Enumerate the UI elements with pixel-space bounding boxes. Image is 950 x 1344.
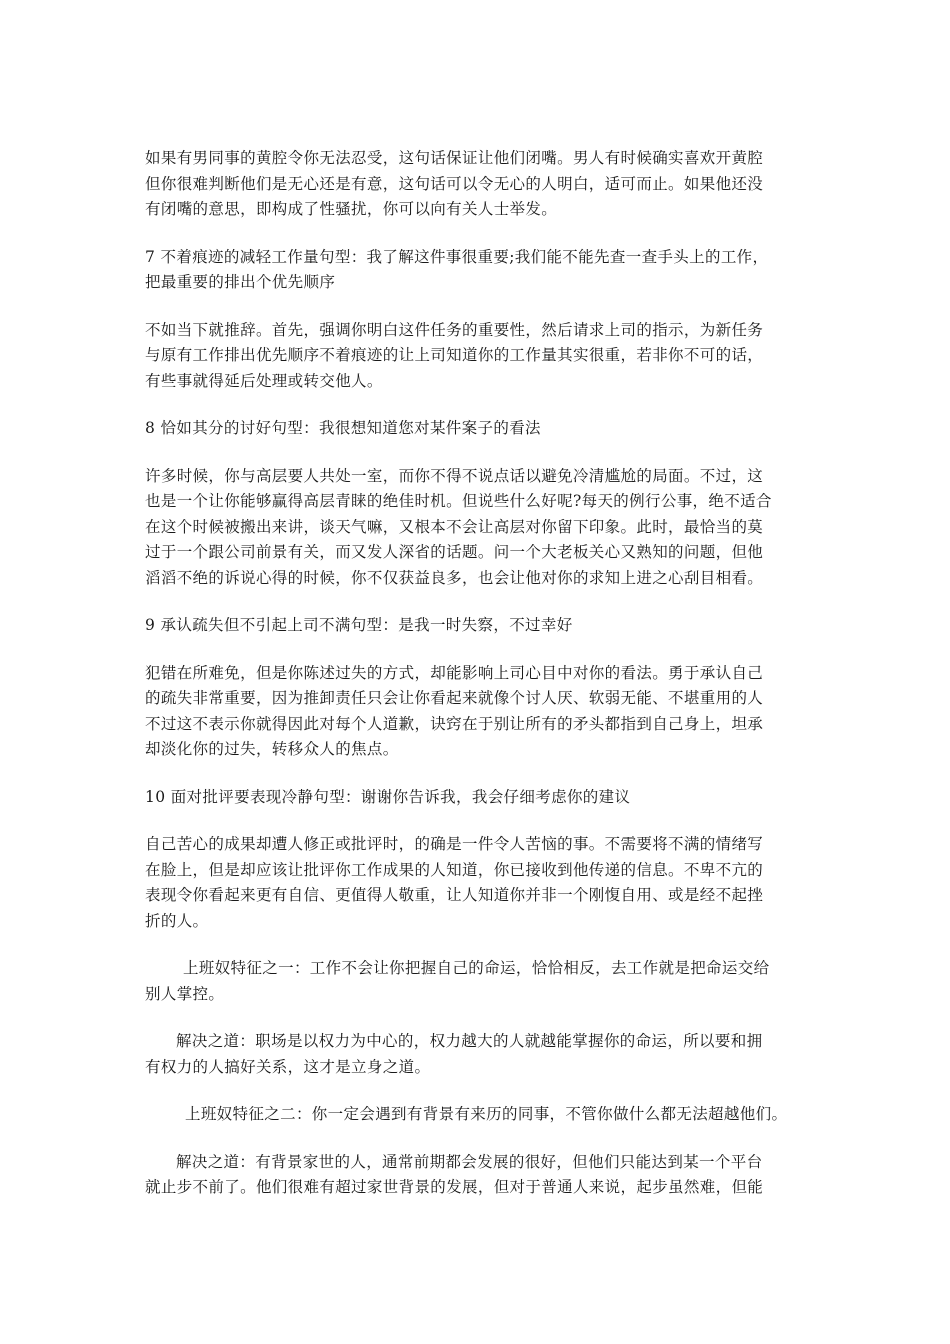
text-line: 的疏失非常重要，因为推卸责任只会让你看起来就像个讨人厌、软弱无能、不堪重用的人 bbox=[145, 689, 764, 707]
text-line: 不如当下就推辞。首先，强调你明白这件任务的重要性，然后请求上司的指示，为新任务 bbox=[145, 320, 764, 339]
text-line: 折的人。 bbox=[145, 911, 209, 930]
paragraph-7 bbox=[145, 318, 811, 395]
text-line: 就止步不前了。他们很难有超过家世背景的发展，但对于普通人来说，起步虽然难，但能 bbox=[145, 1178, 764, 1196]
text-line: 在脸上，但是却应该让批评你工作成果的人知道，你已接收到他传递的信息。不卑不亢的 bbox=[145, 860, 764, 879]
text-line: 许多时候，你与高层要人共处一室，而你不得不说点话以避免冷清尴尬的局面。不过，这 bbox=[145, 466, 764, 485]
solution-2 bbox=[145, 1150, 811, 1201]
text-line: 却淡化你的过失，转移众人的焦点。 bbox=[145, 740, 399, 758]
text-line: 有些事就得延后处理或转交他人。 bbox=[145, 371, 383, 390]
text-line: 9 承认疏失但不引起上司不满句型：是我一时失察，不过幸好 bbox=[145, 616, 573, 634]
text-line: 犯错在所难免，但是你陈述过失的方式，却能影响上司心目中对你的看法。勇于承认自己 bbox=[145, 663, 764, 682]
text-line: 上班奴特征之一：工作不会让你把握自己的命运，恰恰相反，去工作就是把命运交给 bbox=[183, 959, 770, 977]
heading-9 bbox=[145, 613, 811, 639]
heading-8 bbox=[145, 416, 811, 442]
paragraph-1 bbox=[145, 146, 811, 223]
paragraph-9 bbox=[145, 661, 811, 763]
text-line: 有权力的人搞好关系，这才是立身之道。 bbox=[145, 1057, 431, 1076]
text-line: 有闭嘴的意思，即构成了性骚扰，你可以向有关人士举发。 bbox=[145, 200, 558, 218]
text-line: 如果有男同事的黄腔令你无法忍受，这句话保证让他们闭嘴。男人有时候确实喜欢开黄腔 bbox=[145, 149, 764, 167]
heading-10 bbox=[145, 785, 811, 811]
text-line: 解决之道：职场是以权力为中心的，权力越大的人就越能掌握你的命运，所以要和拥 bbox=[176, 1032, 763, 1050]
text-line: 表现令你看起来更有自信、更值得人敬重，让人知道你并非一个刚愎自用、或是经不起挫 bbox=[145, 886, 764, 904]
text-line: 自己苦心的成果却遭人修正或批评时，的确是一件令人苦恼的事。不需要将不满的情绪写 bbox=[145, 835, 764, 853]
text-line: 在这个时候被搬出来讲，谈天气嘛，又根本不会让高层对你留下印象。此时，最恰当的莫 bbox=[145, 517, 764, 536]
text-line: 8 恰如其分的讨好句型：我很想知道您对某件案子的看法 bbox=[145, 419, 541, 437]
text-line: 过于一个跟公司前景有关，而又发人深省的话题。问一个大老板关心又熟知的问题，但他 bbox=[145, 543, 764, 561]
text-line: 10 面对批评要表现冷静句型：谢谢你告诉我，我会仔细考虑你的建议 bbox=[145, 787, 631, 806]
document-page bbox=[145, 146, 811, 1201]
text-line: 也是一个让你能够赢得高层青睐的绝佳时机。但说些什么好呢?每天的例行公事，绝不适合 bbox=[145, 492, 772, 510]
text-line: 把最重要的排出个优先顺序 bbox=[145, 273, 336, 291]
trait-1 bbox=[145, 956, 811, 1007]
text-line: 滔滔不绝的诉说心得的时候，你不仅获益良多，也会让他对你的求知上进之心刮目相看。 bbox=[145, 568, 764, 587]
trait-2 bbox=[145, 1102, 811, 1128]
paragraph-10 bbox=[145, 832, 811, 934]
text-line: 不过这不表示你就得因此对每个人道歉，诀窍在于别让所有的矛头都指到自己身上，坦承 bbox=[145, 714, 764, 733]
text-line: 与原有工作排出优先顺序不着痕迹的让上司知道你的工作量其实很重，若非你不可的话， bbox=[145, 346, 764, 364]
text-line: 7 不着痕迹的减轻工作量句型：我了解这件事很重要;我们能不能先查一查手头上的工作， bbox=[145, 247, 769, 266]
text-line: 上班奴特征之二：你一定会遇到有背景有来历的同事，不管你做什么都无法超越他们。 bbox=[185, 1105, 788, 1123]
text-line: 别人掌控。 bbox=[145, 984, 225, 1003]
text-line: 但你很难判断他们是无心还是有意，这句话可以令无心的人明白，适可而止。如果他还没 bbox=[145, 174, 764, 193]
paragraph-8 bbox=[145, 464, 811, 592]
text-line: 解决之道：有背景家世的人，通常前期都会发展的很好，但他们只能达到某一个平台 bbox=[176, 1152, 763, 1171]
solution-1 bbox=[145, 1029, 811, 1080]
heading-7 bbox=[145, 245, 811, 296]
